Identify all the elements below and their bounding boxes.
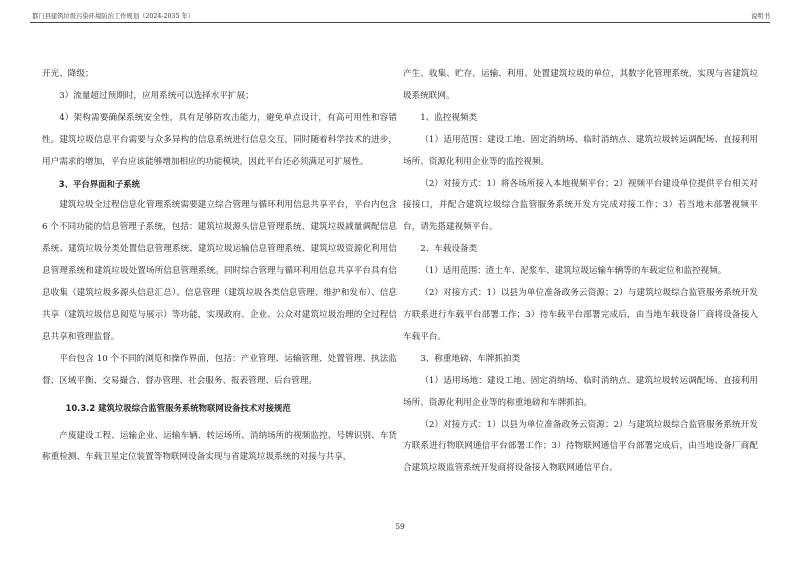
paragraph: （2）对接方式：1）以县为单位准备政务云资源；2）与建筑垃圾综合监管服务系统开发方联系进行物联网通信平台部署工作；3）待物联网通信平台部署完成后，由当地设备厂商配合建筑垃圾监管系统开发商将设备接入物联网通信平台。	[403, 419, 758, 474]
paragraph: 开光、降级；	[42, 69, 94, 79]
paragraph: 产废建设工程、运输企业、运输车辆、转运场所、消纳场所的视频监控、号牌识别、车货称重检测、车载卫星定位装置等物联网设备实现与省建筑垃圾系统的对接与共享，	[42, 430, 397, 463]
paragraph: 2、车载设备类	[420, 244, 478, 255]
paragraph: 1、监控视频类	[420, 112, 478, 123]
right-column	[403, 64, 758, 480]
paragraph: （2）对接方式：1）将各场所接入本地视频平台；2）视频平台建设单位提供平台相关对接接口，并配合建筑垃圾综合监管服务系统开发方完成对接工作；3）若当地未部署视频平台，请先搭建视频平台。	[403, 178, 758, 233]
page-number: 59	[395, 522, 405, 531]
left-column	[42, 64, 397, 469]
paragraph: 3）流量超过预期时，应用系统可以选择水平扩展；	[59, 90, 254, 101]
paragraph: 产生、收集、贮存、运输、利用、处置建筑垃圾的单位，其数字化管理系统，实现与省建筑垃圾系统联网。	[403, 69, 758, 101]
page-header-title: 都门县建筑垃圾污染环境防治工作规划（2024-2035 年）	[32, 13, 195, 20]
paragraph: 3、称重地磅、车牌抓拍类	[420, 353, 521, 364]
paragraph: 平台包含 10 个不同的浏览和操作界面，包括：产业管理、运输管理、处置管理、执法监督、区域平衡、交易撮合、督办管理、社会服务、报表管理、后台管理。	[42, 353, 397, 386]
section-heading: 3、平台界面和子系统	[58, 178, 140, 189]
paragraph: 建筑垃圾全过程信息化管理系统需要建立综合管理与循环利用信息共享平台，平台内包含 6 个不同功能的信息管理子系统，包括：建筑垃圾源头信息管理系统、建筑垃圾减量调配信息系统、建筑垃圾分类处置信息管理系统、建筑垃圾运输信息管理系统、建筑垃圾资源化利用信息管理系统和建筑垃圾处置场所信息管理系统。同时综合管理与循环利用信息共享平台具有信息收集（建筑垃圾多源头信息汇总）、信息管理（建筑垃圾各类信息管理、维护和发布）、信息共享（建筑垃圾信息阅览与展示）等功能，实现政府、企业、公众对建筑垃圾治理的全过程信息共享和管理监督。	[42, 200, 397, 342]
paragraph: （1）适用场地：建设工地、固定消纳场、临时消纳点、建筑垃圾转运调配场、直接利用场所、资源化利用企业等的称重地磅和车牌抓拍。	[403, 375, 758, 408]
paragraph: 4）架构需要确保系统安全性，具有足够防攻击能力，避免单点设计，有高可用性和容错性。建筑垃圾信息平台需要与众多异构的信息系统进行信息交互，同时随着科学技术的进步，用户需求的增加，平台应该能够增加相应的功能模块，因此平台还必须满足可扩展性。	[42, 112, 397, 167]
paragraph: （1）适用范围：建设工地、固定消纳场、临时消纳点、建筑垃圾转运调配场、直接利用场所、资源化利用企业等的监控视频。	[403, 134, 758, 167]
section-heading: 10.3.2 建筑垃圾综合监管服务系统物联网设备技术对接规范	[65, 402, 291, 413]
paragraph: （1）适用范围：渣土车、泥浆车、建筑垃圾运输车辆等的车载定位和监控视频。	[420, 266, 727, 277]
paragraph: （2）对接方式：1）以县为单位准备政务云资源；2）与建筑垃圾综合监管服务系统开发方联系进行车载平台部署工作；3）待车载平台部署完成后，由当地车载设备厂商将设备接入车载平台。	[403, 288, 758, 342]
header-rule	[30, 22, 770, 23]
page-header-doc-type: 说明书	[751, 13, 770, 20]
